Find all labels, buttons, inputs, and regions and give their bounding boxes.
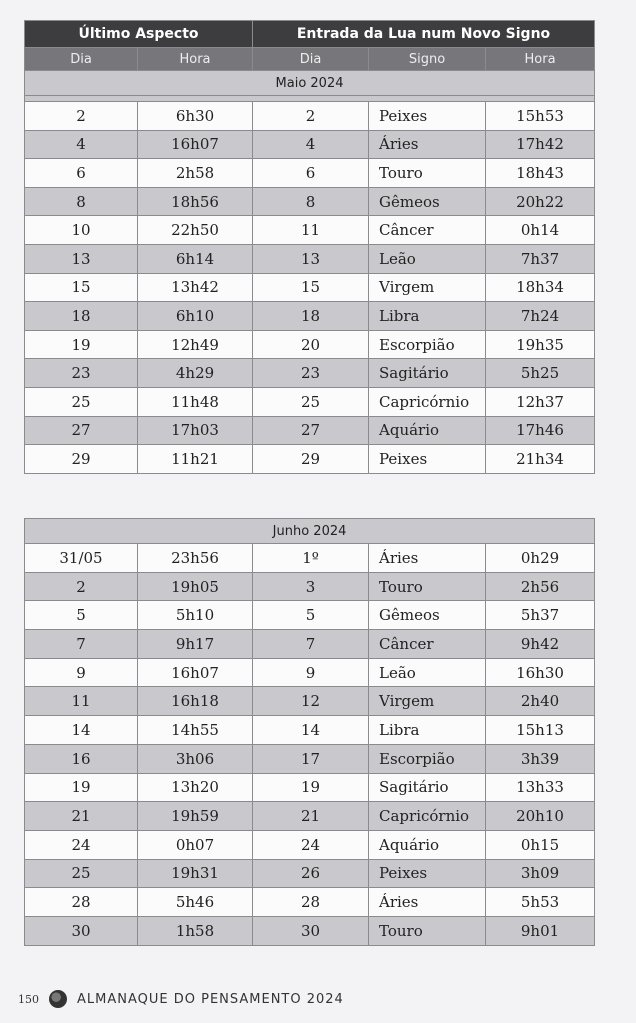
entry-time-cell: 12h37: [486, 387, 595, 416]
aspect-day-cell: 15: [25, 273, 138, 302]
entry-time-cell: 2h40: [486, 687, 595, 716]
sign-cell: Câncer: [369, 216, 486, 245]
entry-day-cell: 23: [253, 359, 369, 388]
table-row: [25, 544, 595, 573]
table-row: [25, 744, 595, 773]
entry-time-cell: 15h53: [486, 102, 595, 131]
entry-time-cell: 7h37: [486, 244, 595, 273]
sign-cell: Libra: [369, 716, 486, 745]
table-row: [25, 572, 595, 601]
aspect-time-cell: 23h56: [138, 544, 253, 573]
entry-time-cell: 18h43: [486, 159, 595, 188]
sign-cell: Peixes: [369, 102, 486, 131]
aspect-day-cell: 25: [25, 859, 138, 888]
aspect-time-cell: 2h58: [138, 159, 253, 188]
table-row: [25, 244, 595, 273]
table-row: [25, 273, 595, 302]
aspect-time-cell: 1h58: [138, 916, 253, 945]
aspect-time-cell: 11h48: [138, 387, 253, 416]
junho-2024-table: [24, 518, 595, 946]
sign-cell: Câncer: [369, 630, 486, 659]
sign-cell: Gêmeos: [369, 187, 486, 216]
table-row: [25, 830, 595, 859]
entry-time-cell: 19h35: [486, 330, 595, 359]
aspect-day-cell: 7: [25, 630, 138, 659]
aspect-day-cell: 29: [25, 445, 138, 474]
aspect-day-cell: 9: [25, 658, 138, 687]
month-label-maio: Maio 2024: [25, 71, 595, 96]
entrada-lua-header: Entrada da Lua num Novo Signo: [253, 21, 595, 48]
aspect-day-cell: 25: [25, 387, 138, 416]
entry-time-cell: 9h01: [486, 916, 595, 945]
aspect-day-cell: 28: [25, 888, 138, 917]
aspect-day-cell: 27: [25, 416, 138, 445]
table-row: [25, 716, 595, 745]
entry-day-cell: 12: [253, 687, 369, 716]
page-number: 150: [18, 992, 39, 1006]
table-row: [25, 187, 595, 216]
aspect-time-cell: 14h55: [138, 716, 253, 745]
table-row: [25, 416, 595, 445]
entry-time-cell: 2h56: [486, 572, 595, 601]
entry-day-cell: 25: [253, 387, 369, 416]
table-row: [25, 630, 595, 659]
entry-time-cell: 17h46: [486, 416, 595, 445]
sign-cell: Touro: [369, 572, 486, 601]
sign-cell: Gêmeos: [369, 601, 486, 630]
entry-time-cell: 15h13: [486, 716, 595, 745]
entry-day-cell: 18: [253, 302, 369, 331]
entry-time-cell: 20h10: [486, 802, 595, 831]
entry-day-cell: 14: [253, 716, 369, 745]
sign-cell: Escorpião: [369, 330, 486, 359]
aspect-day-cell: 30: [25, 916, 138, 945]
entry-time-cell: 0h15: [486, 830, 595, 859]
aspect-day-cell: 8: [25, 187, 138, 216]
table-row: [25, 102, 595, 131]
sign-cell: Áries: [369, 888, 486, 917]
aspect-time-cell: 16h07: [138, 658, 253, 687]
aspect-day-cell: 31/05: [25, 544, 138, 573]
aspect-day-cell: 24: [25, 830, 138, 859]
ultimo-aspecto-header: Último Aspecto: [25, 21, 253, 48]
entry-day-cell: 29: [253, 445, 369, 474]
entry-time-cell: 16h30: [486, 658, 595, 687]
aspect-day-cell: 18: [25, 302, 138, 331]
table-row: [25, 445, 595, 474]
table-row: [25, 859, 595, 888]
entry-day-cell: 28: [253, 888, 369, 917]
table-row: [25, 359, 595, 388]
table-row: [25, 216, 595, 245]
table-row: [25, 773, 595, 802]
entry-time-cell: 0h29: [486, 544, 595, 573]
table-row: [25, 687, 595, 716]
entry-time-cell: 5h37: [486, 601, 595, 630]
aspect-day-cell: 2: [25, 102, 138, 131]
aspect-time-cell: 19h05: [138, 572, 253, 601]
entry-time-cell: 3h39: [486, 744, 595, 773]
sign-cell: Peixes: [369, 445, 486, 474]
entry-day-cell: 1º: [253, 544, 369, 573]
sign-cell: Capricórnio: [369, 802, 486, 831]
entry-day-cell: 5: [253, 601, 369, 630]
entry-day-cell: 20: [253, 330, 369, 359]
entry-day-cell: 6: [253, 159, 369, 188]
table-row: [25, 130, 595, 159]
entry-day-cell: 7: [253, 630, 369, 659]
entry-time-cell: 7h24: [486, 302, 595, 331]
aspect-time-cell: 22h50: [138, 216, 253, 245]
entry-day-cell: 19: [253, 773, 369, 802]
aspect-time-cell: 11h21: [138, 445, 253, 474]
page-footer: [18, 990, 344, 1008]
publication-title: ALMANAQUE DO PENSAMENTO 2024: [77, 991, 344, 1007]
entry-time-cell: 5h25: [486, 359, 595, 388]
sign-cell: Sagitário: [369, 359, 486, 388]
entry-day-cell: 26: [253, 859, 369, 888]
aspect-time-cell: 9h17: [138, 630, 253, 659]
sign-cell: Libra: [369, 302, 486, 331]
aspect-day-cell: 2: [25, 572, 138, 601]
aspect-day-cell: 5: [25, 601, 138, 630]
aspect-day-cell: 6: [25, 159, 138, 188]
aspect-time-cell: 19h59: [138, 802, 253, 831]
aspect-day-cell: 23: [25, 359, 138, 388]
aspect-time-cell: 6h14: [138, 244, 253, 273]
aspect-day-cell: 11: [25, 687, 138, 716]
aspect-day-cell: 19: [25, 773, 138, 802]
table-row: [25, 330, 595, 359]
publisher-logo-icon: [49, 990, 67, 1008]
aspect-day-cell: 14: [25, 716, 138, 745]
aspect-time-cell: 6h30: [138, 102, 253, 131]
col-header-dia: Dia: [25, 48, 138, 71]
aspect-day-cell: 4: [25, 130, 138, 159]
aspect-time-cell: 13h42: [138, 273, 253, 302]
aspect-time-cell: 18h56: [138, 187, 253, 216]
sign-cell: Áries: [369, 544, 486, 573]
entry-day-cell: 30: [253, 916, 369, 945]
sign-cell: Leão: [369, 244, 486, 273]
entry-day-cell: 11: [253, 216, 369, 245]
entry-time-cell: 3h09: [486, 859, 595, 888]
entry-time-cell: 13h33: [486, 773, 595, 802]
col-header-hora: Hora: [138, 48, 253, 71]
aspect-time-cell: 16h07: [138, 130, 253, 159]
entry-day-cell: 13: [253, 244, 369, 273]
table-row: [25, 159, 595, 188]
aspect-time-cell: 16h18: [138, 687, 253, 716]
entry-time-cell: 0h14: [486, 216, 595, 245]
table-row: [25, 916, 595, 945]
entry-day-cell: 3: [253, 572, 369, 601]
entry-day-cell: 8: [253, 187, 369, 216]
sign-cell: Touro: [369, 159, 486, 188]
sign-cell: Leão: [369, 658, 486, 687]
entry-time-cell: 20h22: [486, 187, 595, 216]
table-row: [25, 802, 595, 831]
aspect-time-cell: 13h20: [138, 773, 253, 802]
aspect-time-cell: 19h31: [138, 859, 253, 888]
aspect-day-cell: 13: [25, 244, 138, 273]
month-label-junho: Junho 2024: [25, 519, 595, 544]
sign-cell: Virgem: [369, 273, 486, 302]
aspect-time-cell: 3h06: [138, 744, 253, 773]
col-header-signo: Signo: [369, 48, 486, 71]
table-row: [25, 302, 595, 331]
entry-time-cell: 17h42: [486, 130, 595, 159]
sign-cell: Capricórnio: [369, 387, 486, 416]
entry-day-cell: 15: [253, 273, 369, 302]
entry-time-cell: 9h42: [486, 630, 595, 659]
aspect-time-cell: 6h10: [138, 302, 253, 331]
aspect-time-cell: 4h29: [138, 359, 253, 388]
table-row: [25, 387, 595, 416]
col-header-hora: Hora: [486, 48, 595, 71]
aspect-time-cell: 5h46: [138, 888, 253, 917]
entry-day-cell: 2: [253, 102, 369, 131]
aspect-day-cell: 10: [25, 216, 138, 245]
sign-cell: Escorpião: [369, 744, 486, 773]
entry-day-cell: 9: [253, 658, 369, 687]
entry-day-cell: 17: [253, 744, 369, 773]
sign-cell: Áries: [369, 130, 486, 159]
table-row: [25, 888, 595, 917]
aspect-time-cell: 17h03: [138, 416, 253, 445]
entry-time-cell: 21h34: [486, 445, 595, 474]
sign-cell: Virgem: [369, 687, 486, 716]
aspect-time-cell: 5h10: [138, 601, 253, 630]
sign-cell: Sagitário: [369, 773, 486, 802]
table-row: [25, 658, 595, 687]
sign-cell: Aquário: [369, 416, 486, 445]
aspect-day-cell: 21: [25, 802, 138, 831]
entry-time-cell: 18h34: [486, 273, 595, 302]
col-header-dia: Dia: [253, 48, 369, 71]
aspect-day-cell: 19: [25, 330, 138, 359]
sign-cell: Peixes: [369, 859, 486, 888]
maio-2024-table: [24, 20, 595, 474]
entry-day-cell: 21: [253, 802, 369, 831]
sign-cell: Touro: [369, 916, 486, 945]
aspect-time-cell: 12h49: [138, 330, 253, 359]
entry-time-cell: 5h53: [486, 888, 595, 917]
entry-day-cell: 4: [253, 130, 369, 159]
aspect-day-cell: 16: [25, 744, 138, 773]
entry-day-cell: 24: [253, 830, 369, 859]
table-row: [25, 601, 595, 630]
sign-cell: Aquário: [369, 830, 486, 859]
aspect-time-cell: 0h07: [138, 830, 253, 859]
entry-day-cell: 27: [253, 416, 369, 445]
